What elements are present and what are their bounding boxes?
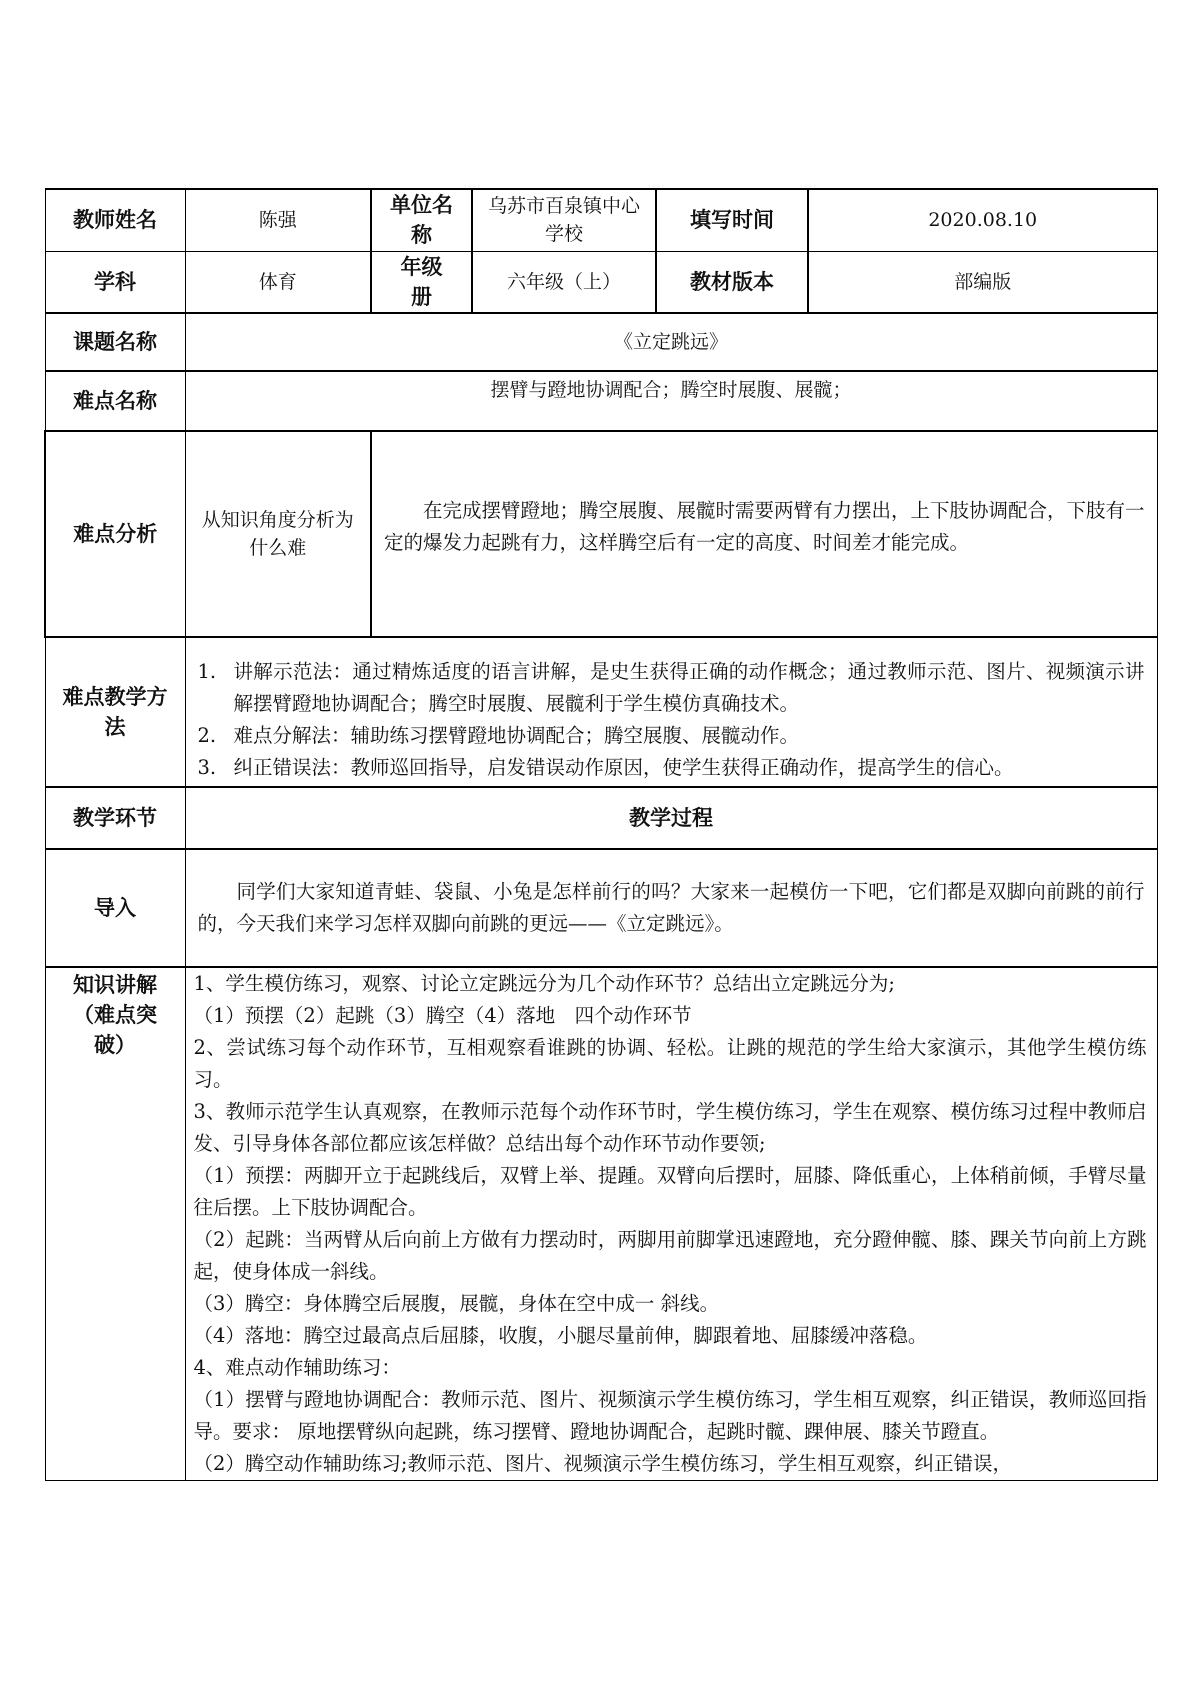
methods-item — [198, 656, 1145, 720]
teacher-label: 教师姓名 — [45, 189, 185, 251]
methods-item — [198, 720, 1145, 752]
row-teacher — [45, 189, 1157, 251]
methods-item-number: 2. — [197, 723, 217, 747]
difficulty-label: 难点名称 — [45, 371, 185, 431]
methods-item-text: 讲解示范法：通过精炼适度的语言讲解，是史生获得正确的动作概念；通过教师示范、图片、视频演示讲解摆臂蹬地协调配合；腾空时展腹、展髋利于学生模仿真确技术。 — [233, 659, 1145, 715]
lesson-plan-sheet — [44, 188, 1156, 1481]
intro-text: 同学们大家知道青蛙、袋鼠、小兔是怎样前行的吗？大家来一起模仿一下吧，它们都是双脚向前跳的前行的，今天我们来学习怎样双脚向前跳的更远——《立定跳远》。 — [185, 849, 1157, 967]
knowledge-line: （1）预摆：两脚开立于起跳线后，双臂上举、提踵。双臂向后摆时，屈膝、降低重心，上体稍前倾，手臂尽量往后摆。上下肢协调配合。 — [193, 1163, 1147, 1219]
unit-value: 乌苏市百泉镇中心学校 — [472, 189, 656, 251]
row-knowledge — [45, 967, 1157, 1481]
difficulty-value: 摆臂与蹬地协调配合；腾空时展腹、展髋； — [185, 371, 1157, 431]
methods-item-number: 3. — [197, 755, 217, 779]
intro-label: 导入 — [45, 849, 185, 967]
knowledge-line: （1）摆臂与蹬地协调配合：教师示范、图片、视频演示学生模仿练习，学生相互观察，纠正错误，教师巡回指导。要求： 原地摆臂纵向起跳，练习摆臂、蹬地协调配合，起跳时髋、踝伸展、膝关节蹬直。 — [193, 1387, 1147, 1443]
methods-item — [198, 752, 1145, 784]
process-label: 教学环节 — [45, 787, 185, 849]
knowledge-line: （4）落地：腾空过最高点后屈膝，收腹，小腿尽量前伸，脚跟着地、屈膝缓冲落稳。 — [193, 1323, 928, 1347]
methods-list — [186, 656, 1157, 784]
teacher-value: 陈强 — [185, 189, 371, 251]
knowledge-line: （3）腾空：身体腾空后展腹，展髋，身体在空中成一 斜线。 — [193, 1291, 720, 1315]
row-process-header — [45, 787, 1157, 849]
date-label: 填写时间 — [656, 189, 808, 251]
knowledge-cell — [185, 967, 1157, 1481]
row-methods — [45, 637, 1157, 787]
analysis-label: 难点分析 — [45, 431, 185, 637]
methods-cell — [185, 637, 1157, 787]
lesson-plan-table — [44, 188, 1158, 1481]
knowledge-line: （2）起跳：当两臂从后向前上方做有力摆动时，两脚用前脚掌迅速蹬地，充分蹬伸髋、膝、踝关节向前上方跳起，使身体成一斜线。 — [193, 1227, 1147, 1283]
knowledge-line: 1、学生模仿练习，观察、讨论立定跳远分为几个动作环节？总结出立定跳远分为; — [193, 971, 895, 995]
subject-label: 学科 — [45, 251, 185, 313]
analysis-text: 在完成摆臂蹬地；腾空展腹、展髋时需要两臂有力摆出，上下肢协调配合，下肢有一定的爆发力起跳有力，这样腾空后有一定的高度、时间差才能完成。 — [371, 431, 1157, 637]
topic-label: 课题名称 — [45, 313, 185, 371]
row-topic — [45, 313, 1157, 371]
knowledge-label: 知识讲解（难点突破） — [45, 967, 185, 1481]
methods-label: 难点教学方法 — [45, 637, 185, 787]
knowledge-line: 3、教师示范学生认真观察，在教师示范每个动作环节时，学生模仿练习，学生在观察、模仿练习过程中教师启发、引导身体各部位都应该怎样做？总结出每个动作环节动作要领; — [193, 1099, 1147, 1155]
edition-label: 教材版本 — [656, 251, 808, 313]
unit-label: 单位名称 — [371, 189, 472, 251]
process-value: 教学过程 — [185, 787, 1157, 849]
row-intro — [45, 849, 1157, 967]
methods-item-text: 纠正错误法：教师巡回指导，启发错误动作原因，使学生获得正确动作，提高学生的信心。 — [233, 755, 1014, 779]
methods-item-text: 难点分解法：辅助练习摆臂蹬地协调配合；腾空展腹、展髋动作。 — [233, 723, 800, 747]
grade-value: 六年级（上） — [472, 251, 656, 313]
knowledge-line: 2、尝试练习每个动作环节，互相观察看谁跳的协调、轻松。让跳的规范的学生给大家演示，其他学生模仿练习。 — [193, 1035, 1147, 1091]
knowledge-line: （2）腾空动作辅助练习;教师示范、图片、视频演示学生模仿练习，学生相互观察，纠正错误， — [193, 1451, 1012, 1475]
subject-value: 体育 — [185, 251, 371, 313]
knowledge-line: （1）预摆（2）起跳（3）腾空（4）落地 四个动作环节 — [193, 1003, 692, 1027]
grade-label: 年级册 — [371, 251, 472, 313]
edition-value: 部编版 — [808, 251, 1157, 313]
row-analysis — [45, 431, 1157, 637]
topic-value: 《立定跳远》 — [185, 313, 1157, 371]
row-difficulty — [45, 371, 1157, 431]
knowledge-line: 4、难点动作辅助练习： — [193, 1355, 401, 1379]
analysis-sublabel: 从知识角度分析为什么难 — [185, 431, 371, 637]
date-value: 2020.08.10 — [808, 189, 1157, 251]
methods-item-number: 1. — [197, 659, 217, 683]
row-subject — [45, 251, 1157, 313]
